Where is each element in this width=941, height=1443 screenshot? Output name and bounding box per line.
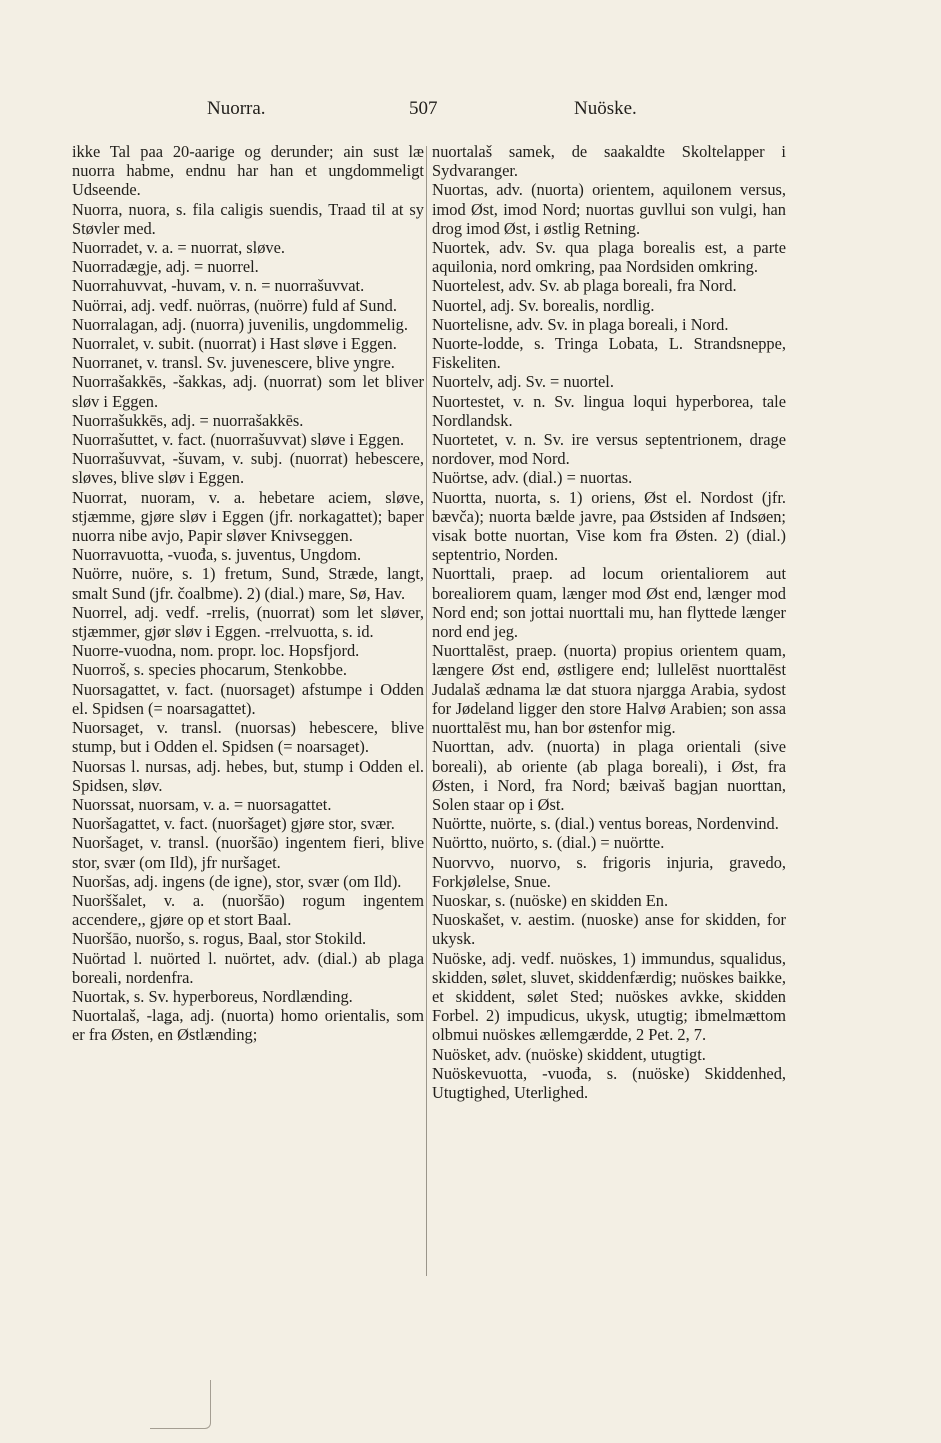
dictionary-entry: Nuorsaget, v. transl. (nuorsas) hebescere, blive stump, but i Odden el. Spidsen (= noarsaget). [72, 718, 424, 757]
page-header [0, 98, 941, 128]
dictionary-entry: Nuoršāo, nuoršo, s. rogus, Baal, stor Stokild. [72, 929, 367, 949]
dictionary-entry: Nuoršaget, v. transl. (nuoršāo) ingentem fieri, blive stor, svær (om Ild), jfr nuršaget. [72, 833, 424, 872]
dictionary-entry: Nuorrahuvvat, -huvam, v. n. = nuorrašuvvat. [72, 276, 365, 296]
dictionary-entry: Nuorrašuttet, v. fact. (nuorrašuvvat) sløve i Eggen. [72, 430, 405, 450]
dictionary-entry: Nuorra, nuora, s. fila caligis suendis, Traad til at sy Støvler med. [72, 199, 424, 238]
dictionary-entry: Nuörrai, adj. vedf. nuörras, (nuörre) fuld af Sund. [72, 295, 397, 315]
running-head-right: Nuöske. [574, 98, 637, 119]
page-bracket-mark [150, 1380, 211, 1429]
dictionary-entry: Nuösket, adv. (nuöske) skiddent, utugtigt. [432, 1044, 706, 1064]
dictionary-entry: Nuoršas, adj. ingens (de igne), stor, svær (om Ild). [72, 871, 402, 891]
dictionary-entry: Nuortas, adv. (nuorta) orientem, aquilonem versus, imod Øst, imod Nord; nuortas guvllui son vulgi, han drog imod Øst, i østlig Retning. [432, 180, 786, 238]
dictionary-entry: Nuortek, adv. Sv. qua plaga borealis est, a parte aquilonia, nord omkring, paa Nordsiden omkring. [432, 238, 786, 277]
dictionary-entry: ikke Tal paa 20-aarige og derunder; ain sust læ nuorra habme, endnu har han et ungdommeligt Udseende. [72, 142, 424, 200]
dictionary-entry: Nuorradægje, adj. = nuorrel. [72, 257, 259, 277]
dictionary-entry: Nuorsagattet, v. fact. (nuorsaget) afstumpe i Odden el. Spidsen (= noarsagattet). [72, 679, 424, 718]
dictionary-entry: Nuorttalēst, praep. (nuorta) propius orientem quam, længere Øst end, østligere end; lullelēst nuorttalēst Judalaš ædnama læ dat stuora njargga Arabia, sydost for Jødeland ligger den store Halvø Arabien; son assa nuorttalēst mu, han bor østenfor mig. [432, 641, 786, 738]
running-head-left: Nuorra. [207, 98, 266, 119]
dictionary-entry: Nuortel, adj. Sv. borealis, nordlig. [432, 295, 655, 315]
dictionary-entry: Nuorrat, nuoram, v. a. hebetare aciem, sløve, stjæmme, gjøre sløv i Eggen (jfr. norkagattet); baper nuorra nibe avjo, Papir sløver Knivseggen. [72, 487, 424, 546]
dictionary-entry: Nuorššalet, v. a. (nuoršāo) rogum ingentem accendere,, gjøre op et stort Baal. [72, 890, 424, 930]
dictionary-entry: Nuörre, nuöre, s. 1) fretum, Sund, Stræde, langt, smalt Sund (jfr. čoalbme). 2) (dial.) mare, Sø, Hav. [72, 564, 424, 603]
dictionary-entry: Nuortta, nuorta, s. 1) oriens, Øst el. Nordost (jfr. bævča); nuorta bælde javre, paa Østsiden af Indsøen; visak botte nuortan, Vise kom fra Østen. 2) (dial.) septentrio, Norden. [432, 487, 786, 565]
page-number: 507 [409, 98, 438, 119]
dictionary-entry: Nuorte-lodde, s. Tringa Lobata, L. Strandsneppe, Fiskeliten. [432, 334, 786, 373]
dictionary-entry: Nuörtto, nuörto, s. (dial.) = nuörtte. [432, 833, 665, 853]
dictionary-entry: Nuorttali, praep. ad locum orientaliorem aut borealiorem quam, længer mod Øst end, længer mod Nord end; son jottai nuorttali mu, han flyttede længer nord end jeg. [432, 564, 786, 642]
left-column [72, 142, 424, 1045]
dictionary-entry: Nuoskar, s. (nuöske) en skidden En. [432, 890, 669, 910]
dictionary-entry: Nuorralagan, adj. (nuorra) juvenilis, ungdommelig. [72, 314, 408, 334]
dictionary-entry: Nuorroš, s. species phocarum, Stenkobbe. [72, 660, 347, 680]
dictionary-entry: Nuörtte, nuörte, s. (dial.) ventus boreas, Nordenvind. [432, 814, 779, 834]
dictionary-entry: Nuorssat, nuorsam, v. a. = nuorsagattet. [72, 794, 332, 814]
dictionary-entry: Nuortak, s. Sv. hyperboreus, Nordlænding. [72, 986, 353, 1006]
dictionary-entry: Nuorralet, v. subit. (nuorrat) i Hast sløve i Eggen. [72, 334, 397, 354]
dictionary-entry: Nuorttan, adv. (nuorta) in plaga orientali (sive boreali), ab oriente (ab plaga boreali), i Øst, fra Østen, i Nord, fra Nord; bæivaš bagjan nuorttan, Solen staar op i Øst. [432, 737, 786, 814]
dictionary-entry: Nuorrašakkēs, -šakkas, adj. (nuorrat) som let bliver sløv i Eggen. [72, 372, 424, 411]
dictionary-entry: Nuortalaš, -laǥa, adj. (nuorta) homo orientalis, som er fra Østen, en Østlænding; [72, 1006, 424, 1045]
dictionary-entry: Nuorre-vuodna, nom. propr. loc. Hopsfjord. [72, 641, 360, 661]
dictionary-entry: Nuortelest, adv. Sv. ab plaga boreali, fra Nord. [432, 276, 737, 296]
dictionary-entry: Nuoršagattet, v. fact. (nuoršaget) gjøre stor, svær. [72, 814, 395, 834]
dictionary-entry: Nuoskašet, v. aestim. (nuoske) anse for skidden, for ukysk. [432, 910, 786, 949]
dictionary-entry: nuortalaš samek, de saakaldte Skoltelapper i Sydvaranger. [432, 142, 786, 181]
dictionary-entry: Nuorravuotta, -vuođa, s. juventus, Ungdom. [72, 545, 362, 565]
dictionary-entry: Nuöskevuotta, -vuođa, s. (nuöske) Skiddenhed, Utugtighed, Uterlighed. [432, 1063, 786, 1102]
column-divider [426, 146, 427, 1276]
dictionary-entry: Nuorrašukkēs, adj. = nuorrašakkēs. [72, 410, 304, 430]
right-column [432, 142, 786, 1102]
dictionary-entry: Nuortelisne, adv. Sv. in plaga boreali, i Nord. [432, 314, 729, 334]
dictionary-entry: Nuorsas l. nursas, adj. hebes, but, stump i Odden el. Spidsen, sløv. [72, 756, 424, 795]
dictionary-entry: Nuorradet, v. a. = nuorrat, sløve. [72, 238, 285, 258]
dictionary-entry: Nuortetet, v. n. Sv. ire versus septentrionem, drage nordover, mod Nord. [432, 430, 786, 469]
dictionary-entry: Nuortelv, adj. Sv. = nuortel. [432, 372, 614, 392]
dictionary-entry: Nuortestet, v. n. Sv. lingua loqui hyperborea, tale Nordlandsk. [432, 391, 786, 430]
dictionary-entry: Nuörtse, adv. (dial.) = nuortas. [432, 468, 633, 488]
dictionary-entry: Nuorranet, v. transl. Sv. juvenescere, blive yngre. [72, 353, 395, 373]
dictionary-entry: Nuörtad l. nuörted l. nuörtet, adv. (dial.) ab plaga boreali, nordenfra. [72, 948, 424, 987]
dictionary-entry: Nuorvvo, nuorvo, s. frigoris injuria, gravedo, Forkjølelse, Snue. [432, 852, 786, 891]
dictionary-entry: Nuorrašuvvat, -šuvam, v. subj. (nuorrat) hebescere, sløves, blive sløv i Eggen. [72, 449, 424, 488]
dictionary-entry: Nuöske, adj. vedf. nuöskes, 1) immundus, squalidus, skidden, sølet, sluvet, skiddenfærdig; nuöskes baikke, et skiddent, sølet Sted; nuöskes avkke, skidden Forbel. 2) impudicus, ukysk, utugtig; ibmelmættom olbmui nuöskes ællemgærdde, 2 Pet. 2, 7. [432, 948, 786, 1045]
dictionary-entry: Nuorrel, adj. vedf. -rrelis, (nuorrat) som let sløver, stjæmmer, gjør sløv i Eggen. -rrelvuotta, s. id. [72, 602, 424, 642]
